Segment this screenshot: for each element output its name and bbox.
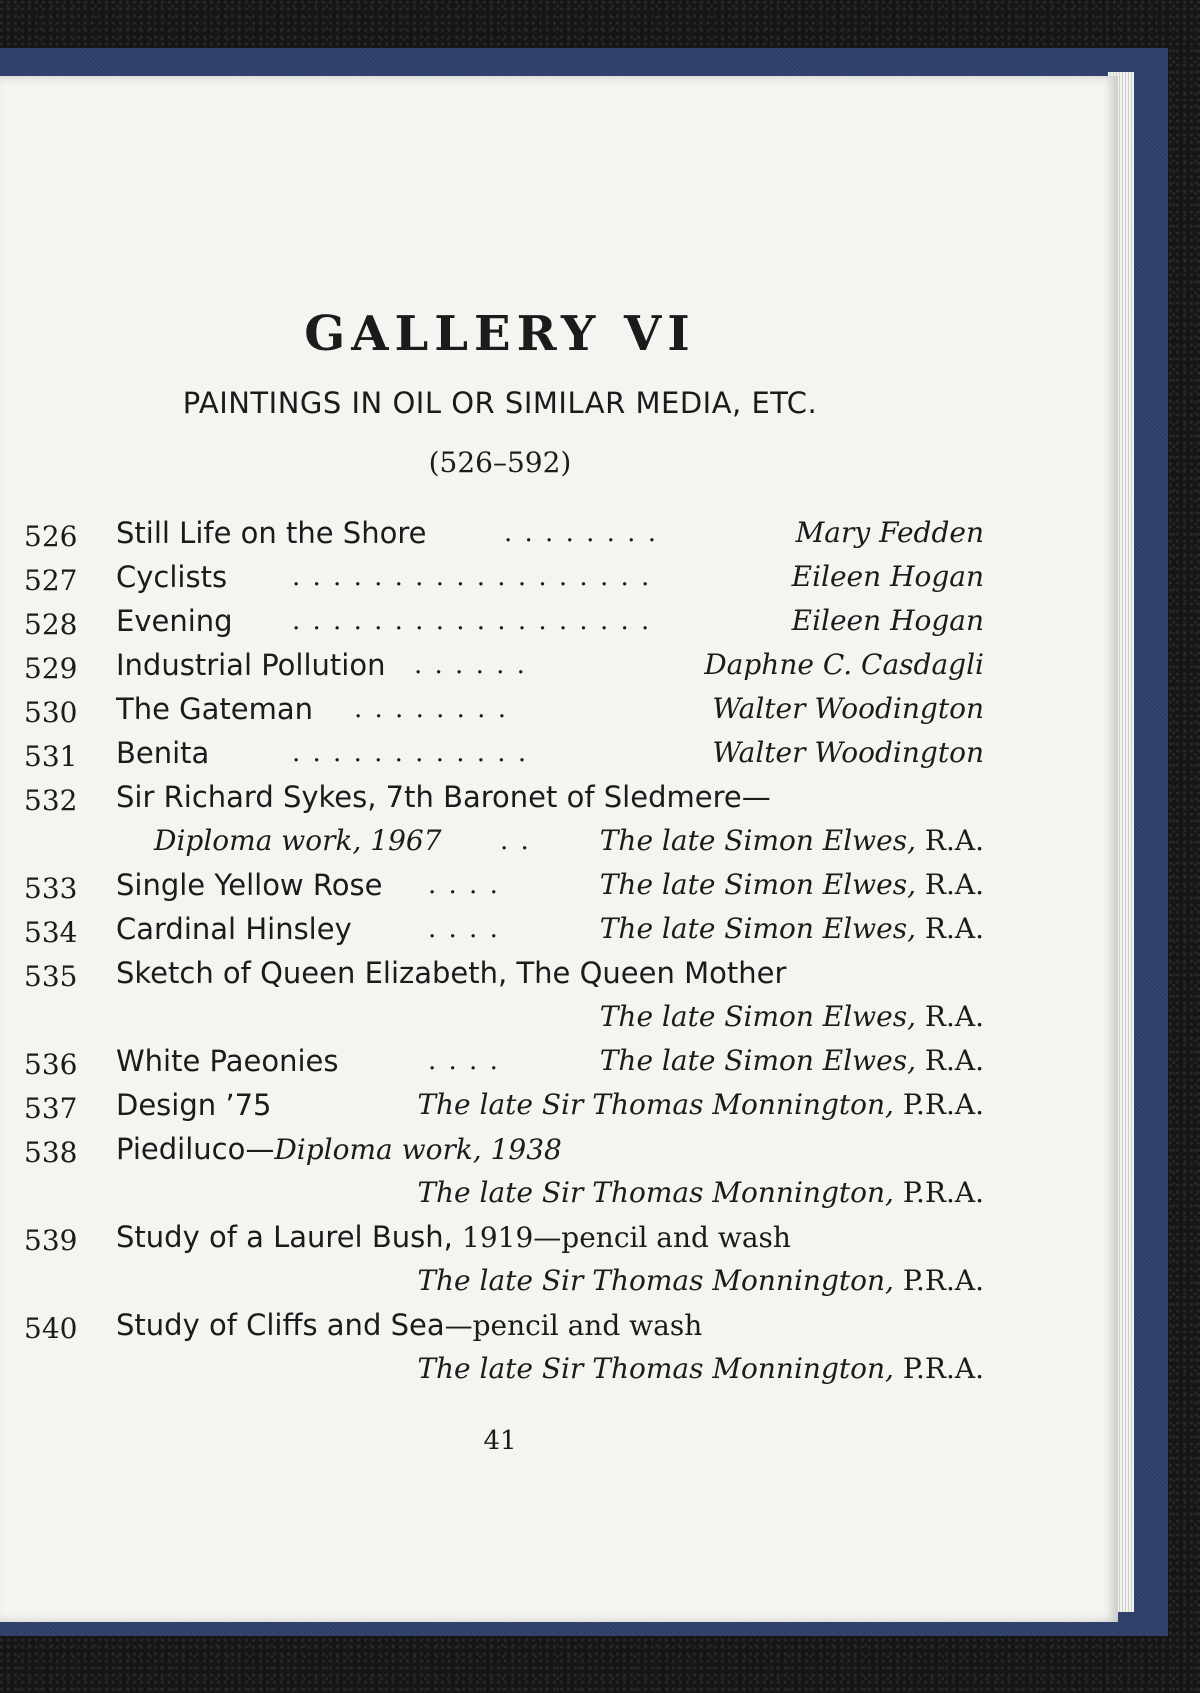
entry-number: 530 <box>24 696 78 729</box>
entry-artist: Walter Woodington <box>712 736 984 769</box>
entry-title: White Paeonies <box>116 1044 339 1078</box>
artist-degree: R.A. <box>924 912 984 945</box>
catalogue-entry-continued <box>24 1000 984 1044</box>
entry-number: 532 <box>24 784 78 817</box>
entry-artist: Eileen Hogan <box>791 604 984 637</box>
dot-leader: . . . . . . <box>414 650 527 680</box>
entry-title: Sir Richard Sykes, 7th Baronet of Sledmere— <box>116 780 771 814</box>
catalogue-entry <box>24 1044 984 1088</box>
entry-title: Industrial Pollution <box>116 648 386 682</box>
catalogue-entry <box>24 956 984 1000</box>
entry-artist: The late Simon Elwes, R.A. <box>599 912 984 945</box>
entry-artist: Daphne C. Casdagli <box>704 648 984 681</box>
dot-leader: . . <box>500 826 531 856</box>
catalogue-entry <box>24 912 984 956</box>
entry-artist: The late Sir Thomas Monnington, P.R.A. <box>417 1264 984 1297</box>
dot-leader: . . . . <box>428 870 500 900</box>
artist-degree: P.R.A. <box>902 1176 984 1209</box>
entry-number: 531 <box>24 740 78 773</box>
catalogue-entry-continued <box>24 1264 984 1308</box>
diploma-note: Diploma work, 1967 <box>154 824 442 857</box>
entry-artist: The late Sir Thomas Monnington, P.R.A. <box>417 1352 984 1385</box>
entry-artist: Mary Fedden <box>795 516 984 549</box>
catalogue-entry-continued <box>24 824 984 868</box>
catalogue-entry-continued <box>24 1352 984 1396</box>
entry-number: 539 <box>24 1224 78 1257</box>
catalogue-entry <box>24 780 984 824</box>
entry-artist: Eileen Hogan <box>791 560 984 593</box>
entry-title: Cyclists <box>116 560 228 594</box>
dot-leader: . . . . . . . . . . . . <box>292 738 529 768</box>
catalogue-entry <box>24 868 984 912</box>
catalogue-entry <box>24 648 984 692</box>
artist-degree: R.A. <box>924 1000 984 1033</box>
artist-degree: P.R.A. <box>902 1352 984 1385</box>
catalogue-page <box>0 76 1118 1622</box>
entry-artist: The late Simon Elwes, R.A. <box>599 1000 984 1033</box>
dot-leader: . . . . . . . . <box>354 694 508 724</box>
entry-number: 536 <box>24 1048 78 1081</box>
entry-title: Evening <box>116 604 233 638</box>
dot-leader: . . . . <box>428 1046 500 1076</box>
entry-title: Sketch of Queen Elizabeth, The Queen Mother <box>116 956 787 990</box>
entry-number: 528 <box>24 608 78 641</box>
entry-number: 534 <box>24 916 78 949</box>
catalogue-entry-continued <box>24 1176 984 1220</box>
diploma-note: Diploma work, 1938 <box>274 1133 562 1166</box>
entry-title: Study of a Laurel Bush, 1919—pencil and wash <box>116 1220 791 1254</box>
entry-number: 540 <box>24 1312 78 1345</box>
entry-number: 538 <box>24 1136 78 1169</box>
entry-title: Still Life on the Shore <box>116 516 427 550</box>
artist-degree: R.A. <box>924 824 984 857</box>
dot-leader: . . . . . . . . . . . . . . . . . . <box>292 606 652 636</box>
entry-title: Design ’75 <box>116 1088 272 1122</box>
catalogue-entry <box>24 736 984 780</box>
entry-number: 529 <box>24 652 78 685</box>
artist-degree: R.A. <box>924 1044 984 1077</box>
catalogue-entry <box>24 1132 984 1176</box>
entry-artist: The late Sir Thomas Monnington, P.R.A. <box>417 1176 984 1209</box>
entry-number: 533 <box>24 872 78 905</box>
entry-number: 535 <box>24 960 78 993</box>
medium-note: 1919—pencil and wash <box>462 1221 791 1254</box>
catalogue-entry <box>24 1308 984 1352</box>
gallery-heading: GALLERY VI <box>304 306 696 362</box>
catalogue-entry <box>24 692 984 736</box>
medium-note: —pencil and wash <box>444 1309 703 1342</box>
entry-title: Cardinal Hinsley <box>116 912 352 946</box>
entry-number: 527 <box>24 564 78 597</box>
entry-number: 526 <box>24 520 78 553</box>
catalogue-entry <box>24 516 984 560</box>
entry-artist: Walter Woodington <box>712 692 984 725</box>
entry-artist: The late Simon Elwes, R.A. <box>599 868 984 901</box>
entry-title: Study of Cliffs and Sea—pencil and wash <box>116 1308 703 1342</box>
section-subheading: PAINTINGS IN OIL OR SIMILAR MEDIA, ETC. <box>182 386 818 420</box>
entry-title: Single Yellow Rose <box>116 868 383 902</box>
entry-title: The Gateman <box>116 692 314 726</box>
catalogue-entry <box>24 560 984 604</box>
artist-degree: P.R.A. <box>902 1088 984 1121</box>
catalogue-entry <box>24 1220 984 1264</box>
artist-degree: P.R.A. <box>902 1264 984 1297</box>
page-number: 41 <box>483 1426 517 1456</box>
artist-degree: R.A. <box>924 868 984 901</box>
dot-leader: . . . . . . . . <box>504 518 658 548</box>
entry-number: 537 <box>24 1092 78 1125</box>
entry-artist: The late Simon Elwes, R.A. <box>599 1044 984 1077</box>
dot-leader: . . . . . . . . . . . . . . . . . . <box>292 562 652 592</box>
entry-title: Benita <box>116 736 210 770</box>
entry-artist: The late Simon Elwes, R.A. <box>599 824 984 857</box>
catalogue-entry <box>24 1088 984 1132</box>
entry-artist: The late Sir Thomas Monnington, P.R.A. <box>417 1088 984 1121</box>
catalogue-range: (526–592) <box>428 446 572 479</box>
dot-leader: . . . . <box>428 914 500 944</box>
entry-title: Piediluco—Diploma work, 1938 <box>116 1132 562 1166</box>
catalogue-entry <box>24 604 984 648</box>
